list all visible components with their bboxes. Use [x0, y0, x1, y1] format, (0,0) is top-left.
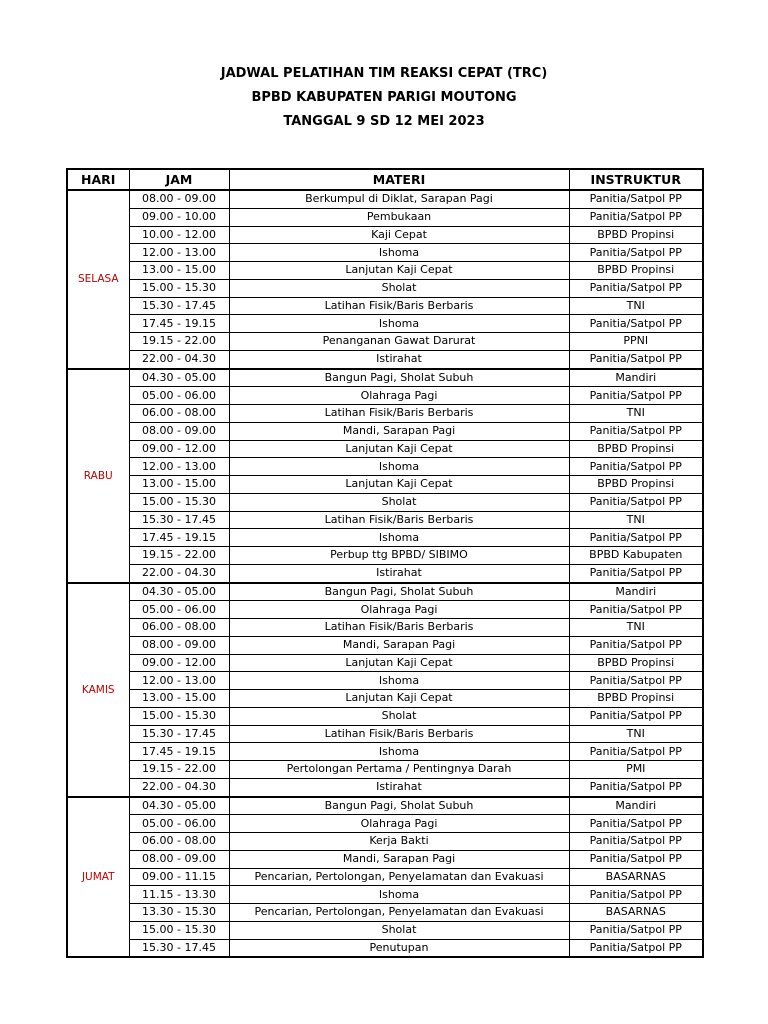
header-instruktur: INSTRUKTUR	[569, 169, 703, 190]
subject-cell: Kaji Cepat	[229, 226, 569, 244]
table-row	[67, 279, 703, 297]
subject-cell: Bangun Pagi, Sholat Subuh	[229, 583, 569, 601]
subject-cell: Olahraga Pagi	[229, 387, 569, 405]
table-row	[67, 815, 703, 833]
table-row	[67, 458, 703, 476]
subject-cell: Ishoma	[229, 315, 569, 333]
instructor-cell: BPBD Propinsi	[569, 654, 703, 672]
time-cell: 15.00 - 15.30	[129, 707, 229, 725]
time-cell: 12.00 - 13.00	[129, 672, 229, 690]
subject-cell: Kerja Bakti	[229, 833, 569, 851]
time-cell: 13.00 - 15.00	[129, 690, 229, 708]
instructor-cell: BPBD Propinsi	[569, 262, 703, 280]
document-subtitle: BPBD KABUPATEN PARIGI MOUTONG	[251, 90, 517, 105]
table-row	[67, 654, 703, 672]
subject-cell: Berkumpul di Diklat, Sarapan Pagi	[229, 190, 569, 208]
subject-cell: Perbup ttg BPBD/ SIBIMO	[229, 547, 569, 565]
table-row	[67, 476, 703, 494]
instructor-cell: Panitia/Satpol PP	[569, 493, 703, 511]
table-row	[67, 886, 703, 904]
table-row	[67, 833, 703, 851]
table-row	[67, 761, 703, 779]
time-cell: 09.00 - 11.15	[129, 868, 229, 886]
table-row	[67, 190, 703, 208]
day-label: RABU	[67, 369, 129, 583]
subject-cell: Sholat	[229, 493, 569, 511]
instructor-cell: BASARNAS	[569, 904, 703, 922]
subject-cell: Ishoma	[229, 458, 569, 476]
subject-cell: Mandi, Sarapan Pagi	[229, 422, 569, 440]
time-cell: 11.15 - 13.30	[129, 886, 229, 904]
table-row	[67, 583, 703, 601]
time-cell: 12.00 - 13.00	[129, 458, 229, 476]
table-row	[67, 904, 703, 922]
time-cell: 17.45 - 19.15	[129, 743, 229, 761]
time-cell: 05.00 - 06.00	[129, 815, 229, 833]
subject-cell: Mandi, Sarapan Pagi	[229, 636, 569, 654]
time-cell: 04.30 - 05.00	[129, 369, 229, 387]
header-materi: MATERI	[229, 169, 569, 190]
instructor-cell: TNI	[569, 511, 703, 529]
table-row	[67, 387, 703, 405]
subject-cell: Pembukaan	[229, 208, 569, 226]
instructor-cell: BPBD Kabupaten	[569, 547, 703, 565]
subject-cell: Ishoma	[229, 529, 569, 547]
instructor-cell: Panitia/Satpol PP	[569, 707, 703, 725]
subject-cell: Latihan Fisik/Baris Berbaris	[229, 725, 569, 743]
day-label: KAMIS	[67, 583, 129, 797]
subject-cell: Mandi, Sarapan Pagi	[229, 850, 569, 868]
subject-cell: Ishoma	[229, 743, 569, 761]
table-header-row	[67, 169, 703, 190]
subject-cell: Lanjutan Kaji Cepat	[229, 654, 569, 672]
instructor-cell: Panitia/Satpol PP	[569, 279, 703, 297]
time-cell: 19.15 - 22.00	[129, 761, 229, 779]
instructor-cell: Panitia/Satpol PP	[569, 815, 703, 833]
instructor-cell: Mandiri	[569, 583, 703, 601]
time-cell: 06.00 - 08.00	[129, 619, 229, 637]
subject-cell: Sholat	[229, 707, 569, 725]
instructor-cell: Panitia/Satpol PP	[569, 778, 703, 796]
subject-cell: Lanjutan Kaji Cepat	[229, 262, 569, 280]
time-cell: 15.30 - 17.45	[129, 725, 229, 743]
time-cell: 05.00 - 06.00	[129, 601, 229, 619]
time-cell: 08.00 - 09.00	[129, 190, 229, 208]
instructor-cell: Panitia/Satpol PP	[569, 921, 703, 939]
subject-cell: Lanjutan Kaji Cepat	[229, 440, 569, 458]
table-row	[67, 547, 703, 565]
instructor-cell: BPBD Propinsi	[569, 690, 703, 708]
time-cell: 06.00 - 08.00	[129, 833, 229, 851]
time-cell: 17.45 - 19.15	[129, 315, 229, 333]
subject-cell: Olahraga Pagi	[229, 815, 569, 833]
document-title: JADWAL PELATIHAN TIM REAKSI CEPAT (TRC)	[220, 66, 548, 81]
time-cell: 15.30 - 17.45	[129, 297, 229, 315]
table-row	[67, 350, 703, 368]
table-row	[67, 333, 703, 351]
instructor-cell: Panitia/Satpol PP	[569, 672, 703, 690]
subject-cell: Sholat	[229, 921, 569, 939]
table-row	[67, 440, 703, 458]
time-cell: 09.00 - 12.00	[129, 440, 229, 458]
time-cell: 19.15 - 22.00	[129, 547, 229, 565]
instructor-cell: Panitia/Satpol PP	[569, 208, 703, 226]
subject-cell: Ishoma	[229, 672, 569, 690]
instructor-cell: BPBD Propinsi	[569, 476, 703, 494]
time-cell: 05.00 - 06.00	[129, 387, 229, 405]
subject-cell: Latihan Fisik/Baris Berbaris	[229, 619, 569, 637]
table-row	[67, 778, 703, 796]
document-date: TANGGAL 9 SD 12 MEI 2023	[283, 114, 485, 129]
table-row	[67, 262, 703, 280]
subject-cell: Istirahat	[229, 778, 569, 796]
instructor-cell: Panitia/Satpol PP	[569, 387, 703, 405]
instructor-cell: TNI	[569, 405, 703, 423]
instructor-cell: Mandiri	[569, 797, 703, 815]
instructor-cell: Panitia/Satpol PP	[569, 850, 703, 868]
table-row	[67, 511, 703, 529]
subject-cell: Penanganan Gawat Darurat	[229, 333, 569, 351]
day-label: JUMAT	[67, 797, 129, 958]
instructor-cell: Panitia/Satpol PP	[569, 315, 703, 333]
time-cell: 22.00 - 04.30	[129, 778, 229, 796]
time-cell: 04.30 - 05.00	[129, 583, 229, 601]
subject-cell: Ishoma	[229, 244, 569, 262]
table-row	[67, 226, 703, 244]
table-row	[67, 797, 703, 815]
time-cell: 04.30 - 05.00	[129, 797, 229, 815]
table-row	[67, 743, 703, 761]
time-cell: 15.00 - 15.30	[129, 493, 229, 511]
time-cell: 17.45 - 19.15	[129, 529, 229, 547]
time-cell: 12.00 - 13.00	[129, 244, 229, 262]
table-row	[67, 564, 703, 582]
table-row	[67, 939, 703, 957]
subject-cell: Bangun Pagi, Sholat Subuh	[229, 369, 569, 387]
instructor-cell: PMI	[569, 761, 703, 779]
time-cell: 13.00 - 15.00	[129, 262, 229, 280]
instructor-cell: Panitia/Satpol PP	[569, 458, 703, 476]
schedule-body	[67, 190, 703, 957]
subject-cell: Olahraga Pagi	[229, 601, 569, 619]
time-cell: 10.00 - 12.00	[129, 226, 229, 244]
time-cell: 15.00 - 15.30	[129, 921, 229, 939]
time-cell: 08.00 - 09.00	[129, 636, 229, 654]
table-row	[67, 707, 703, 725]
time-cell: 15.30 - 17.45	[129, 511, 229, 529]
instructor-cell: BASARNAS	[569, 868, 703, 886]
time-cell: 22.00 - 04.30	[129, 564, 229, 582]
header-jam: JAM	[129, 169, 229, 190]
table-row	[67, 636, 703, 654]
table-row	[67, 868, 703, 886]
time-cell: 09.00 - 10.00	[129, 208, 229, 226]
subject-cell: Latihan Fisik/Baris Berbaris	[229, 297, 569, 315]
table-row	[67, 315, 703, 333]
subject-cell: Pencarian, Pertolongan, Penyelamatan dan Evakuasi	[229, 904, 569, 922]
table-row	[67, 422, 703, 440]
instructor-cell: Panitia/Satpol PP	[569, 601, 703, 619]
time-cell: 09.00 - 12.00	[129, 654, 229, 672]
instructor-cell: Panitia/Satpol PP	[569, 833, 703, 851]
instructor-cell: Panitia/Satpol PP	[569, 190, 703, 208]
subject-cell: Pencarian, Pertolongan, Penyelamatan dan Evakuasi	[229, 868, 569, 886]
instructor-cell: Panitia/Satpol PP	[569, 886, 703, 904]
time-cell: 22.00 - 04.30	[129, 350, 229, 368]
subject-cell: Istirahat	[229, 564, 569, 582]
table-row	[67, 493, 703, 511]
subject-cell: Latihan Fisik/Baris Berbaris	[229, 405, 569, 423]
table-row	[67, 405, 703, 423]
table-row	[67, 529, 703, 547]
instructor-cell: TNI	[569, 619, 703, 637]
instructor-cell: Panitia/Satpol PP	[569, 422, 703, 440]
time-cell: 06.00 - 08.00	[129, 405, 229, 423]
table-row	[67, 725, 703, 743]
instructor-cell: Panitia/Satpol PP	[569, 743, 703, 761]
header-hari: HARI	[67, 169, 129, 190]
subject-cell: Lanjutan Kaji Cepat	[229, 690, 569, 708]
subject-cell: Bangun Pagi, Sholat Subuh	[229, 797, 569, 815]
table-row	[67, 921, 703, 939]
table-row	[67, 601, 703, 619]
table-row	[67, 690, 703, 708]
time-cell: 15.30 - 17.45	[129, 939, 229, 957]
table-row	[67, 297, 703, 315]
instructor-cell: Panitia/Satpol PP	[569, 529, 703, 547]
table-row	[67, 619, 703, 637]
instructor-cell: Mandiri	[569, 369, 703, 387]
table-row	[67, 369, 703, 387]
table-row	[67, 244, 703, 262]
instructor-cell: TNI	[569, 297, 703, 315]
subject-cell: Penutupan	[229, 939, 569, 957]
instructor-cell: BPBD Propinsi	[569, 440, 703, 458]
instructor-cell: Panitia/Satpol PP	[569, 636, 703, 654]
instructor-cell: TNI	[569, 725, 703, 743]
table-row	[67, 208, 703, 226]
instructor-cell: BPBD Propinsi	[569, 226, 703, 244]
instructor-cell: Panitia/Satpol PP	[569, 939, 703, 957]
subject-cell: Sholat	[229, 279, 569, 297]
day-label: SELASA	[67, 190, 129, 369]
subject-cell: Latihan Fisik/Baris Berbaris	[229, 511, 569, 529]
instructor-cell: Panitia/Satpol PP	[569, 564, 703, 582]
instructor-cell: PPNI	[569, 333, 703, 351]
table-row	[67, 850, 703, 868]
instructor-cell: Panitia/Satpol PP	[569, 350, 703, 368]
instructor-cell: Panitia/Satpol PP	[569, 244, 703, 262]
time-cell: 15.00 - 15.30	[129, 279, 229, 297]
time-cell: 13.30 - 15.30	[129, 904, 229, 922]
time-cell: 13.00 - 15.00	[129, 476, 229, 494]
time-cell: 08.00 - 09.00	[129, 850, 229, 868]
subject-cell: Ishoma	[229, 886, 569, 904]
table-row	[67, 672, 703, 690]
schedule-table	[66, 168, 704, 958]
subject-cell: Lanjutan Kaji Cepat	[229, 476, 569, 494]
subject-cell: Istirahat	[229, 350, 569, 368]
time-cell: 08.00 - 09.00	[129, 422, 229, 440]
subject-cell: Pertolongan Pertama / Pentingnya Darah	[229, 761, 569, 779]
time-cell: 19.15 - 22.00	[129, 333, 229, 351]
